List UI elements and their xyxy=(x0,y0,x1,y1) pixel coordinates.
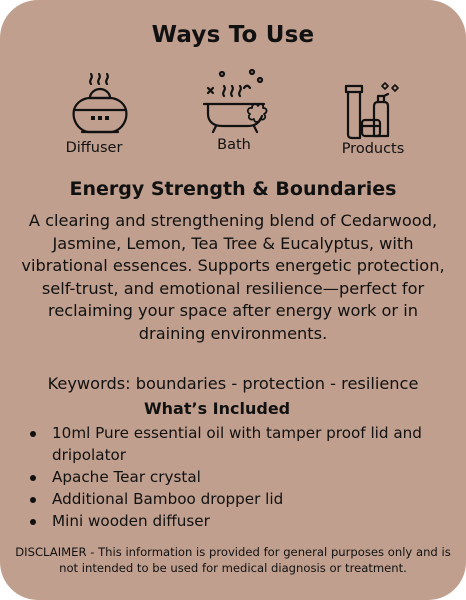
use-label-diffuser: Diffuser xyxy=(65,140,123,156)
list-item: 10ml Pure essential oil with tamper proof lid and dripolator xyxy=(26,422,456,466)
keywords-line: Keywords: boundaries - protection - resilience xyxy=(47,374,419,393)
use-label-bath: Bath xyxy=(217,137,251,153)
ways-to-use-title: Ways To Use xyxy=(151,22,315,48)
included-list xyxy=(26,422,456,532)
blend-description: A clearing and strengthening blend of Cedarwood, Jasmine, Lemon, Tea Tree & Eucalyptus, with vibrational essences. Supports energetic protection, self-trust, and emotional resilience—perfect for reclaiming your space after energy work or in draining environments. xyxy=(21,211,445,343)
disclaimer-text: DISCLAIMER - This information is provided for general purposes only and is not intended to be used for medical diagnosis or treatment. xyxy=(15,545,451,575)
list-item: Mini wooden diffuser xyxy=(26,510,456,532)
use-label-products: Products xyxy=(341,141,405,157)
list-item: Additional Bamboo dropper lid xyxy=(26,488,456,510)
diffuser-icon xyxy=(64,70,136,140)
products-icon xyxy=(340,80,404,142)
whats-included-heading: What’s Included xyxy=(144,399,291,418)
blend-heading: Energy Strength & Boundaries xyxy=(69,178,397,200)
list-item: Apache Tear crystal xyxy=(26,466,456,488)
bathtub-icon xyxy=(200,68,280,136)
